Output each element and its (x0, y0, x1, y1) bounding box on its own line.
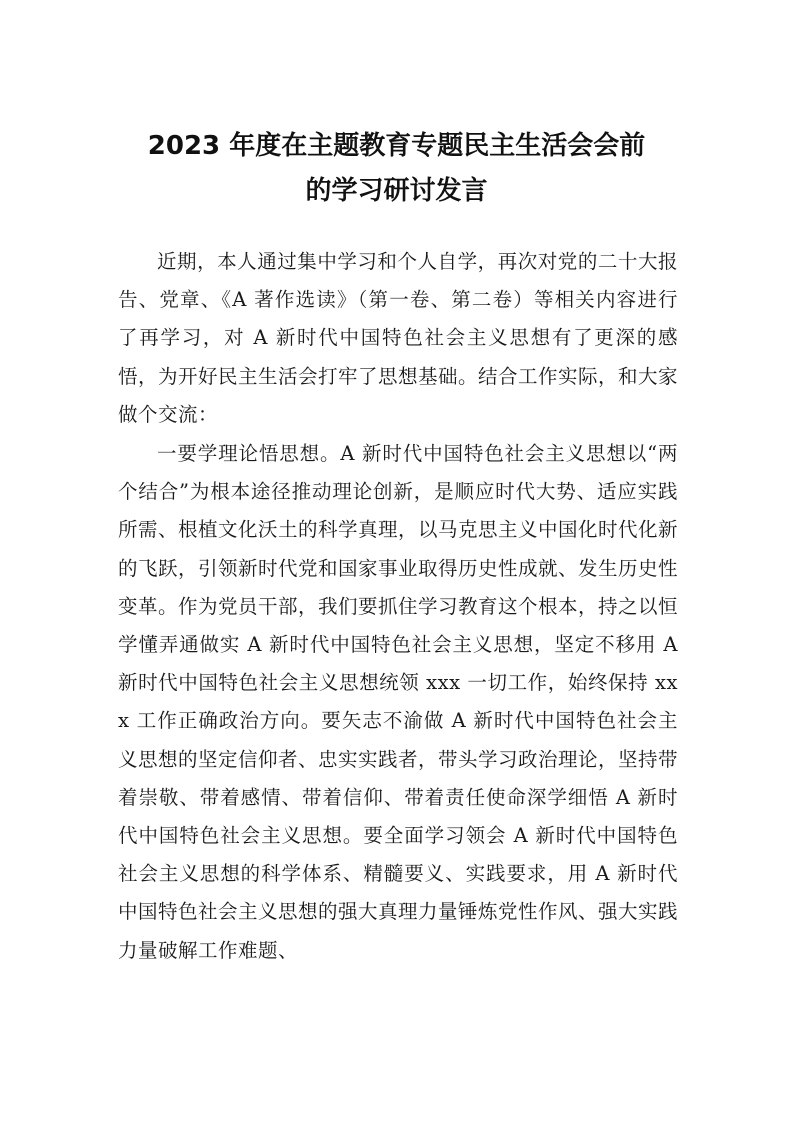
paragraph-intro: 近期，本人通过集中学习和个人自学，再次对党的二十大报告、党章、《A 著作选读》（第一卷、第二卷）等相关内容进行了再学习，对 A 新时代中国特色社会主义思想有了更深的感悟，为开好民主生活会打牢了思想基础。结合工作实际，和大家做个交流： (118, 250, 679, 426)
document-title-line2: 的学习研讨发言 (305, 176, 488, 206)
document-title-line1: 2023 年度在主题教育专题民主生活会会前 (147, 131, 646, 161)
paragraph-study-theory: 一要学理论悟思想。A 新时代中国特色社会主义思想以“两个结合”为根本途径推动理论创新，是顺应时代大势、适应实践所需、根植文化沃土的科学真理，以马克思主义中国化时代化新的飞跃，引领新时代党和国家事业取得历史性成就、发生历史性变革。作为党员干部，我们要抓住学习教育这个根本，持之以恒学懂弄通做实 A 新时代中国特色社会主义思想，坚定不移用 A 新时代中国特色社会主义思想统领 xxx 一切工作，始终保持 xxx 工作正确政治方向。要矢志不渝做 A 新时代中国特色社会主义思想的坚定信仰者、忠实实践者，带头学习政治理论，坚持带着崇敬、带着感情、带着信仰、带着责任使命深学细悟 A 新时代中国特色社会主义思想。要全面学习领会 A 新时代中国特色社会主义思想的科学体系、精髓要义、实践要求，用 A 新时代中国特色社会主义思想的强大真理力量锤炼党性作风、强大实践力量破解工作难题、 (118, 442, 679, 962)
